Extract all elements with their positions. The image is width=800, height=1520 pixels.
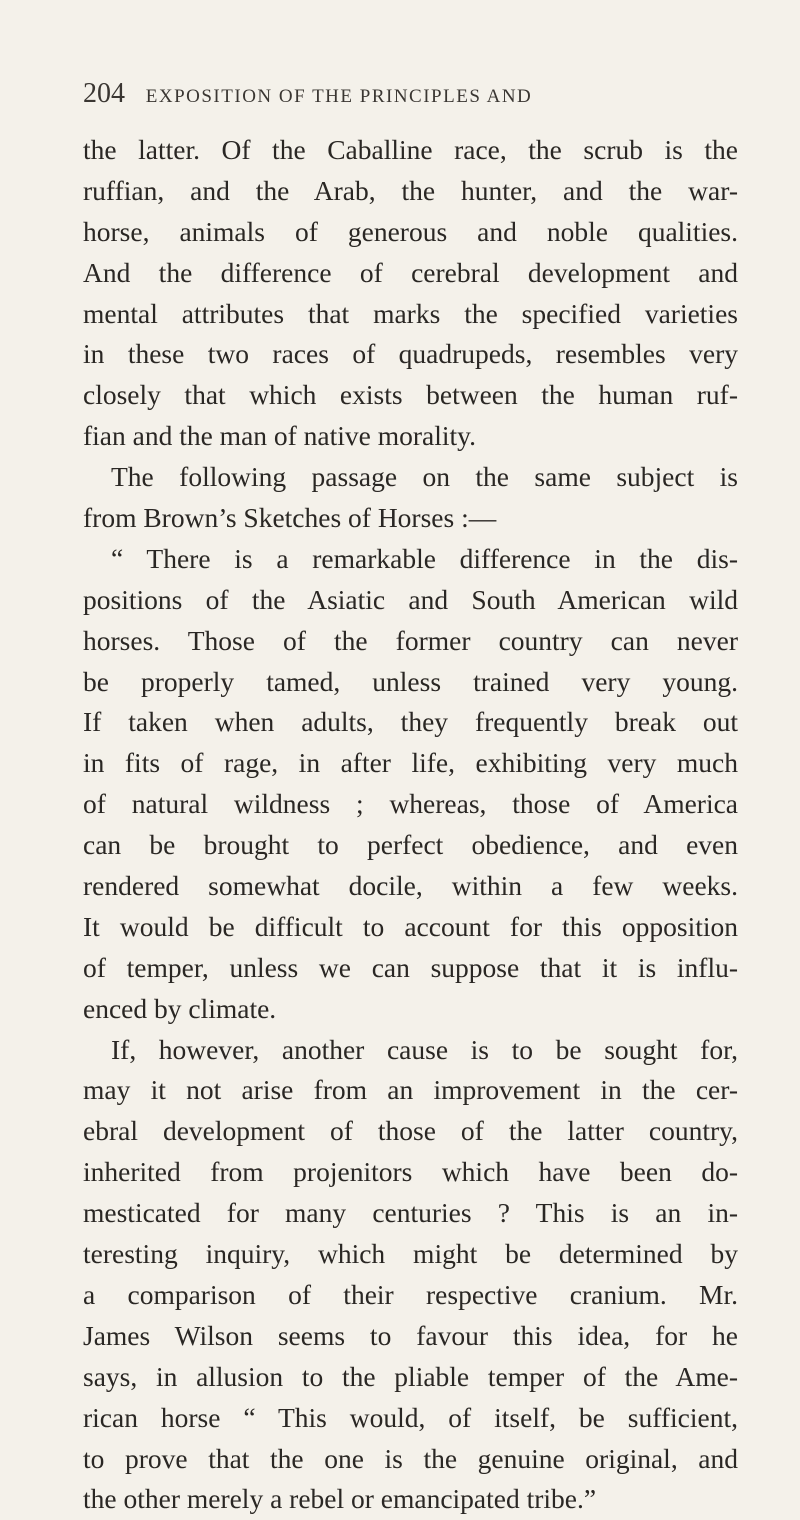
text-line: in fits of rage, in after life, exhibiting very much — [83, 747, 738, 779]
text-line: enced by climate. — [83, 992, 277, 1024]
text-line: inherited from projenitors which have been do- — [83, 1156, 738, 1188]
text-line: James Wilson seems to favour this idea, for he — [83, 1319, 738, 1351]
text-line: positions of the Asiatic and South American wild — [83, 583, 738, 615]
running-header — [83, 78, 723, 110]
text-line: in these two races of quadrupeds, resembles very — [83, 338, 738, 370]
text-line: ruffian, and the Arab, the hunter, and the war- — [83, 174, 738, 206]
text-line: mental attributes that marks the specified varieties — [83, 297, 738, 329]
page-number: 204 — [83, 78, 125, 109]
text-line: a comparison of their respective cranium. Mr. — [83, 1278, 738, 1310]
text-line: horses. Those of the former country can never — [83, 624, 738, 656]
text-line: horse, animals of generous and noble qualities. — [83, 215, 738, 247]
text-line: from Brown’s Sketches of Horses :— — [83, 502, 497, 534]
text-line: of temper, unless we can suppose that it is influ- — [83, 951, 738, 983]
text-line: the latter. Of the Caballine race, the scrub is the — [83, 134, 738, 165]
text-line: the other merely a rebel or emancipated tribe.” — [83, 1483, 597, 1515]
text-line: The following passage on the same subject is — [111, 461, 738, 493]
body-text — [83, 130, 738, 1520]
running-title: EXPOSITION OF THE PRINCIPLES AND — [145, 86, 533, 107]
text-line: closely that which exists between the human ruf- — [83, 379, 738, 411]
text-line: says, in allusion to the pliable temper of the Ame- — [83, 1360, 738, 1392]
text-line: to prove that the one is the genuine original, and — [83, 1442, 738, 1474]
text-line: fian and the man of native morality. — [83, 420, 477, 452]
text-line: teresting inquiry, which might be determined by — [83, 1238, 738, 1270]
text-line: rican horse “ This would, of itself, be sufficient, — [83, 1401, 738, 1433]
text-line: If, however, another cause is to be sought for, — [111, 1033, 738, 1065]
text-line: be properly tamed, unless trained very young. — [83, 665, 738, 697]
text-line: ebral development of those of the latter country, — [83, 1115, 738, 1147]
text-line: rendered somewhat docile, within a few weeks. — [83, 870, 738, 902]
text-line: can be brought to perfect obedience, and even — [83, 829, 738, 861]
text-line: may it not arise from an improvement in the cer- — [83, 1074, 738, 1106]
text-line: “ There is a remarkable difference in the dis- — [111, 542, 738, 574]
text-line: And the difference of cerebral development and — [83, 256, 738, 288]
text-line: If taken when adults, they frequently break out — [83, 706, 738, 738]
text-line: of natural wildness ; whereas, those of America — [83, 788, 738, 820]
text-line: mesticated for many centuries ? This is an in- — [83, 1197, 738, 1229]
text-line: It would be difficult to account for this opposition — [83, 910, 738, 942]
